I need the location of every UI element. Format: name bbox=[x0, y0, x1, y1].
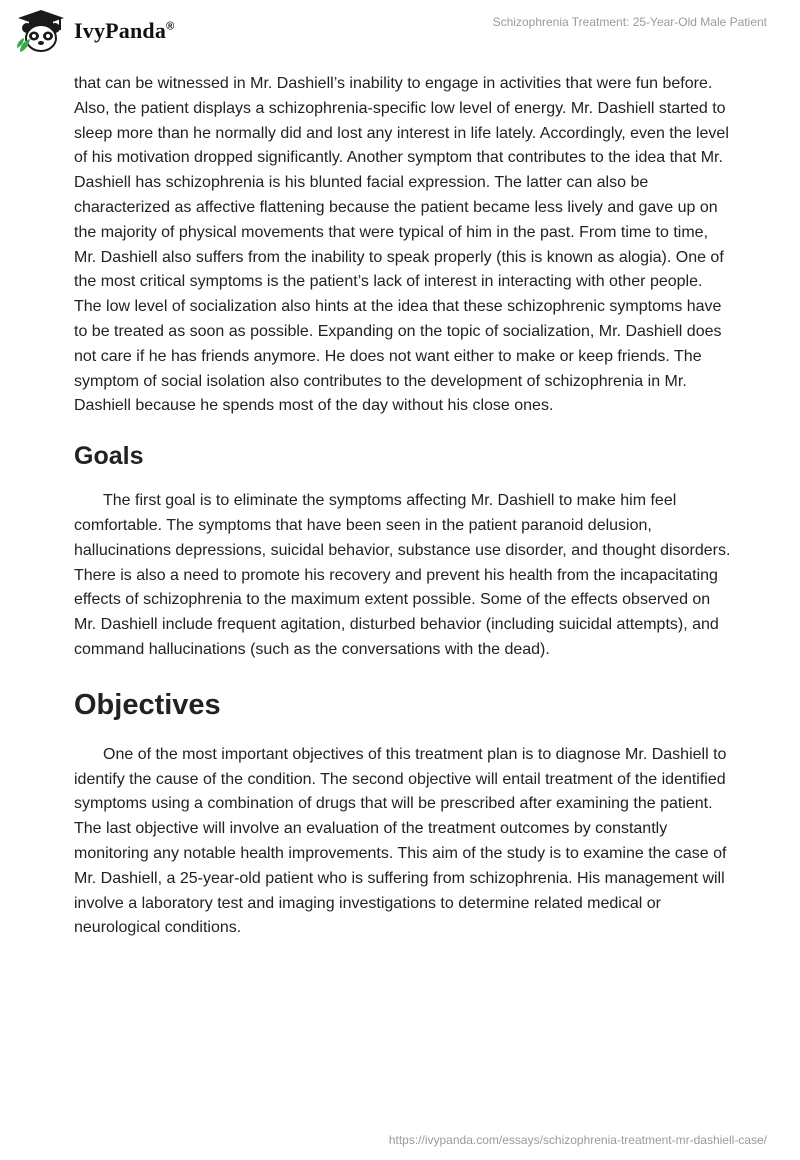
document-title: Schizophrenia Treatment: 25-Year-Old Male Patient bbox=[492, 15, 767, 29]
page-header bbox=[0, 0, 800, 66]
panda-graduate-icon bbox=[14, 8, 68, 54]
objectives-paragraph: One of the most important objectives of this treatment plan is to diagnose Mr. Dashiell to identify the cause of the condition. The second objective will entail treatment of the identified symptoms using a combination of drugs that will be prescribed after examining the patient. The last objective will involve an evaluation of the treatment outcomes by constantly monitoring any notable health improvements. This aim of the study is to examine the case of Mr. Dashiell, a 25-year-old patient who is suffering from schizophrenia. His management will involve a laboratory test and imaging investigations to determine related medical or neurological conditions. bbox=[74, 745, 727, 937]
essay-content bbox=[74, 72, 734, 941]
ivypanda-logo[interactable] bbox=[14, 8, 174, 54]
goals-heading: Goals bbox=[74, 442, 144, 471]
footer-source-url[interactable]: https://ivypanda.com/essays/schizophrenia-treatment-mr-dashiell-case/ bbox=[388, 1133, 767, 1147]
intro-paragraph: that can be witnessed in Mr. Dashiell’s inability to engage in activities that were fun before. Also, the patient displays a schizophrenia-specific low level of energy. Mr. Dashiell started to sleep more than he normally did and lost any interest in life lately. Accordingly, even the level of his motivation dropped significantly. Another symptom that contributes to the idea that Mr. Dashiell has schizophrenia is his blunted facial expression. The latter can also be characterized as affective flattening because the patient became less lively and gave up on the majority of physical movements that were typical of him in the past. From time to time, Mr. Dashiell also suffers from the inability to speak properly (this is known as alogia). One of the most critical symptoms is the patient’s lack of interest in interacting with other people. The low level of socialization also hints at the idea that these schizophrenic symptoms have to be treated as soon as possible. Expanding on the topic of socialization, Mr. Dashiell does not care if he has friends anymore. He does not want either to make or keep friends. The symptom of social isolation also contributes to the development of schizophrenia in Mr. Dashiell because he spends most of the day without his close ones. bbox=[74, 75, 729, 415]
goals-paragraph: The first goal is to eliminate the symptoms affecting Mr. Dashiell to make him feel comfortable. The symptoms that have been seen in the patient paranoid delusion, hallucinations depressions, suicidal behavior, substance use disorder, and thought disorders. There is also a need to promote his recovery and prevent his health from the incapacitating effects of schizophrenia to the maximum extent possible. Some of the effects observed on Mr. Dashiell include frequent agitation, disturbed behavior (including suicidal attempts), and command hallucinations (such as the conversations with the dead). bbox=[74, 492, 731, 658]
objectives-heading: Objectives bbox=[74, 688, 221, 721]
brand-name: IvyPanda® bbox=[74, 18, 175, 43]
